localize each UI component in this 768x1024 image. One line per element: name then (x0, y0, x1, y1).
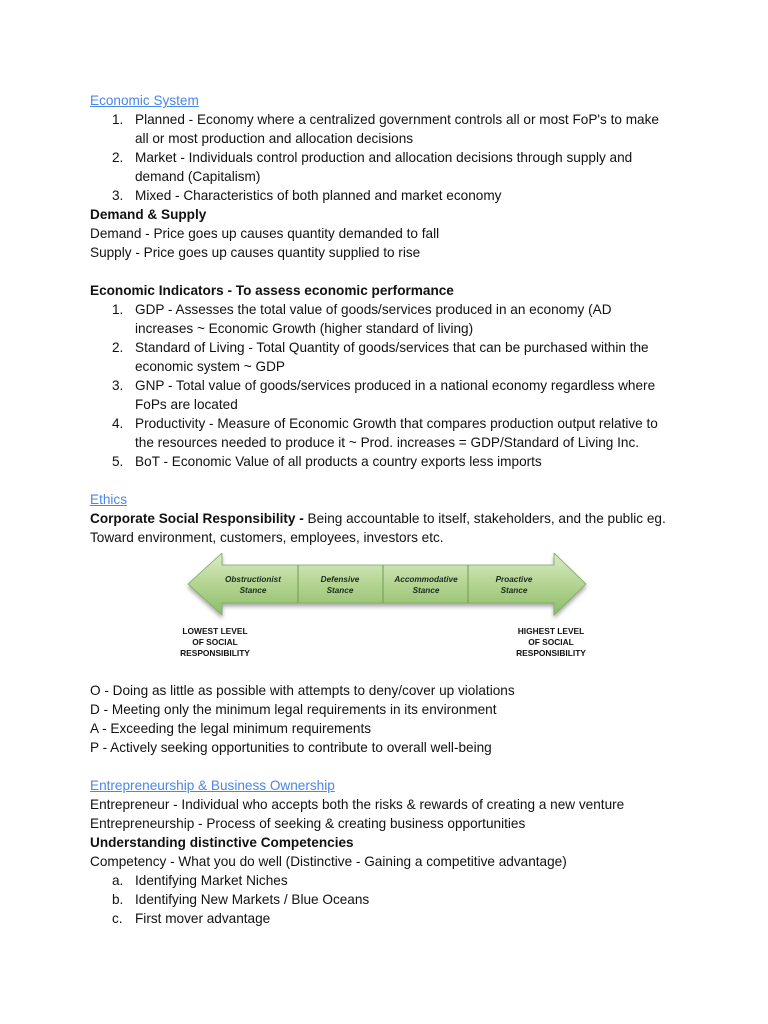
list-item (90, 110, 690, 148)
entrepreneurship-definition: Entrepreneurship - Process of seeking & creating business opportunities (90, 816, 526, 831)
list-text-line: First mover advantage (135, 911, 271, 926)
csr-text: Being accountable to itself, stakeholders, and the public eg. (303, 511, 666, 526)
economic-system-heading[interactable]: Economic System (90, 93, 199, 108)
list-letter: b. (112, 892, 124, 907)
social-responsibility-diagram (90, 553, 690, 681)
stance-label: Obstructionist (225, 575, 281, 584)
list-text-line: demand (Capitalism) (135, 169, 261, 184)
document-page (90, 91, 690, 928)
stance-label: Stance (412, 586, 440, 595)
list-item (90, 376, 690, 414)
stance-definition: O - Doing as little as possible with attempts to deny/cover up violations (90, 683, 515, 698)
stance-arrow-svg (90, 553, 690, 681)
list-number: 2. (112, 150, 124, 165)
list-text-line: the resources needed to produce it ~ Prod. increases = GDP/Standard of Living Inc. (135, 435, 640, 450)
list-text-line: Planned - Economy where a centralized government controls all or most FoP's to make (135, 112, 659, 127)
list-letter: c. (112, 911, 123, 926)
list-number: 4. (112, 416, 124, 431)
list-text-line: Standard of Living - Total Quantity of goods/services that can be purchased within the (135, 340, 649, 355)
economic-indicators-heading: Economic Indicators - To assess economic performance (90, 283, 454, 298)
competency-definition: Competency - What you do well (Distinctive - Gaining a competitive advantage) (90, 854, 567, 869)
list-text-line: GNP - Total value of goods/services produced in a national economy regardless where (135, 378, 656, 393)
economic-indicators-list (90, 300, 690, 471)
competencies-list (90, 871, 690, 928)
competencies-heading: Understanding distinctive Competencies (90, 835, 354, 850)
demand-supply-heading: Demand & Supply (90, 207, 207, 222)
stance-definition: A - Exceeding the legal minimum requirements (90, 721, 372, 736)
lowest-level-label: LOWEST LEVEL (182, 626, 248, 636)
stance-label: Accommodative (394, 575, 458, 584)
list-number: 1. (112, 302, 124, 317)
list-text-line: Productivity - Measure of Economic Growth that compares production output relative to (135, 416, 658, 431)
economic-system-list (90, 110, 690, 205)
list-item (90, 871, 690, 890)
list-item (90, 890, 690, 909)
ethics-heading[interactable]: Ethics (90, 492, 128, 507)
list-item (90, 300, 690, 338)
list-text-line: Identifying New Markets / Blue Oceans (135, 892, 370, 907)
stance-definition: P - Actively seeking opportunities to contribute to overall well-being (90, 740, 492, 755)
list-letter: a. (112, 873, 124, 888)
stance-label: Defensive (320, 575, 360, 584)
list-item (90, 338, 690, 376)
entrepreneur-definition: Entrepreneur - Individual who accepts both the risks & rewards of creating a new venture (90, 797, 625, 812)
demand-definition: Demand - Price goes up causes quantity demanded to fall (90, 226, 440, 241)
list-item (90, 909, 690, 928)
list-text-line: Mixed - Characteristics of both planned and market economy (135, 188, 502, 203)
stance-label: Stance (500, 586, 528, 595)
highest-level-label: RESPONSIBILITY (516, 648, 586, 658)
list-text-line: Market - Individuals control production and allocation decisions through supply and (135, 150, 633, 165)
supply-definition: Supply - Price goes up causes quantity supplied to rise (90, 245, 421, 260)
list-text-line: FoPs are located (135, 397, 238, 412)
csr-paragraph-continued: Toward environment, customers, employees, investors etc. (90, 530, 444, 545)
list-number: 3. (112, 188, 124, 203)
stance-definition: D - Meeting only the minimum legal requirements in its environment (90, 702, 497, 717)
list-text-line: economic system ~ GDP (135, 359, 285, 374)
csr-paragraph (90, 509, 690, 528)
list-item (90, 452, 690, 471)
stance-label: Stance (239, 586, 267, 595)
list-number: 2. (112, 340, 124, 355)
list-text-line: BoT - Economic Value of all products a country exports less imports (135, 454, 542, 469)
list-text-line: GDP - Assesses the total value of goods/services produced in an economy (AD (135, 302, 612, 317)
list-item (90, 186, 690, 205)
double-arrow-shape (188, 553, 586, 615)
stance-label: Stance (326, 586, 354, 595)
lowest-level-label: OF SOCIAL (192, 637, 238, 647)
lowest-level-label: RESPONSIBILITY (180, 648, 250, 658)
list-number: 1. (112, 112, 124, 127)
list-text-line: increases ~ Economic Growth (higher standard of living) (135, 321, 474, 336)
csr-label: Corporate Social Responsibility - (90, 511, 304, 526)
highest-level-label: HIGHEST LEVEL (517, 626, 585, 636)
list-item (90, 148, 690, 186)
list-text-line: all or most production and allocation decisions (135, 131, 414, 146)
list-item (90, 414, 690, 452)
list-number: 5. (112, 454, 124, 469)
highest-level-label: OF SOCIAL (528, 637, 574, 647)
list-number: 3. (112, 378, 124, 393)
entrepreneurship-heading[interactable]: Entrepreneurship & Business Ownership (90, 778, 335, 793)
list-text-line: Identifying Market Niches (135, 873, 288, 888)
stance-label: Proactive (495, 575, 533, 584)
